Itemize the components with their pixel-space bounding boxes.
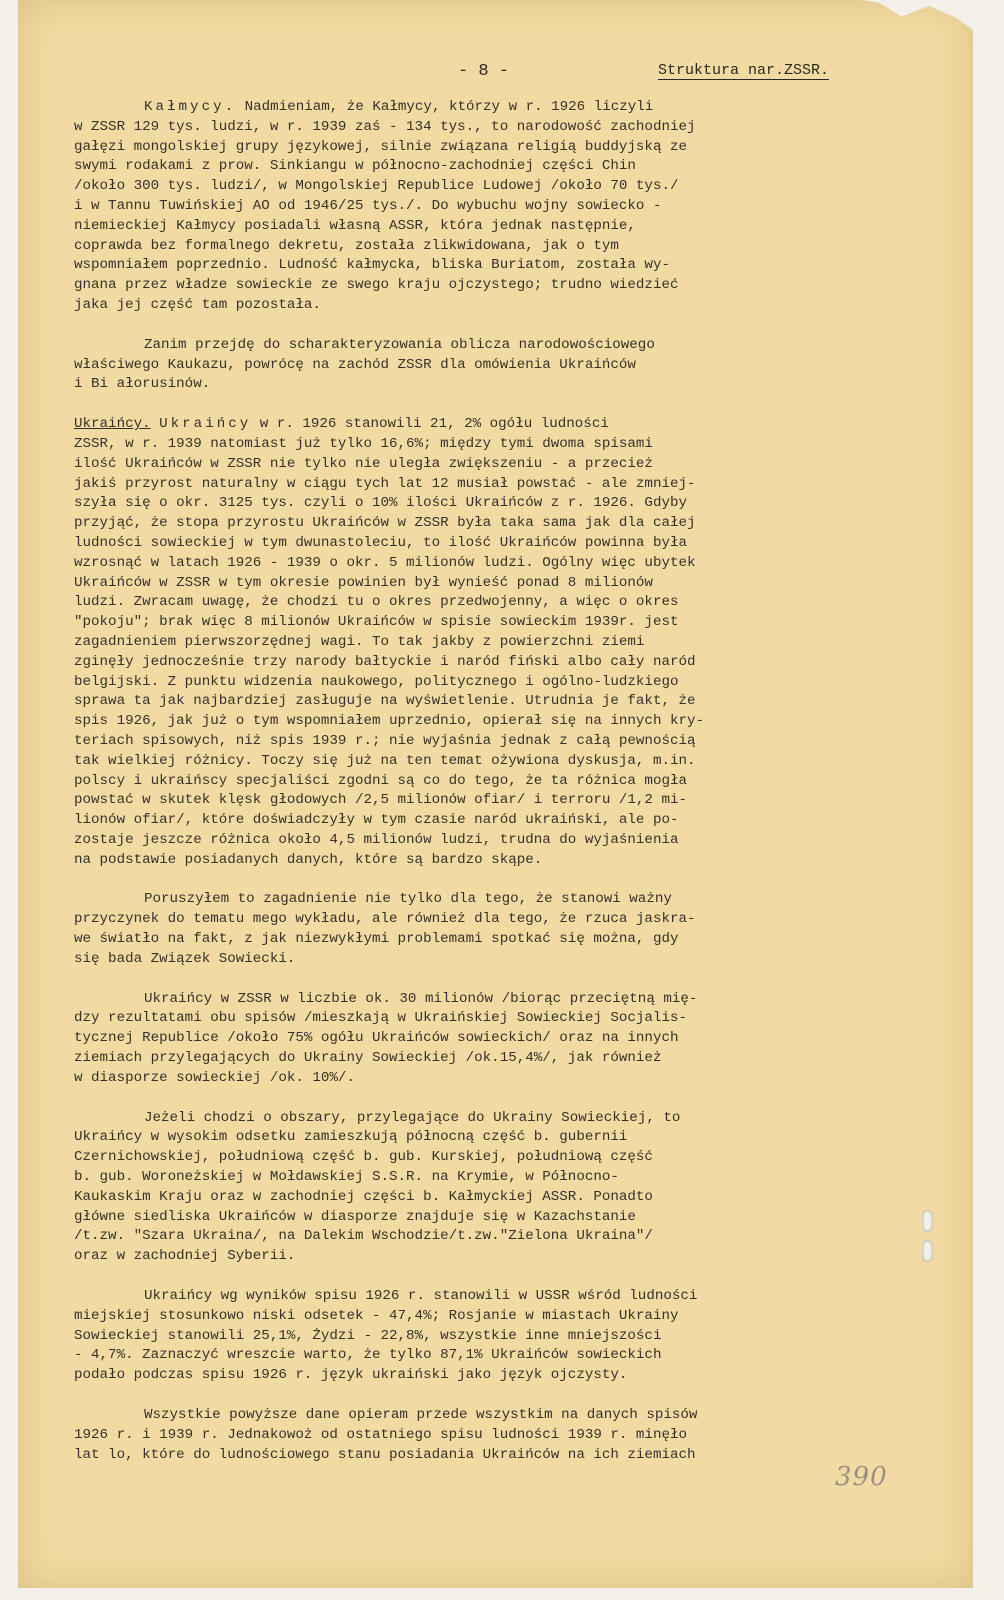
paragraph-liczba-ukraincow: [74, 990, 814, 1089]
paragraph-lead: Kałmycy.: [144, 99, 237, 115]
paragraph-poruszylem: [74, 890, 814, 969]
paragraph-obszary: [74, 1109, 814, 1267]
paragraph-transition: [74, 336, 814, 395]
document-body: [74, 98, 814, 1485]
binder-hole: [922, 1240, 933, 1262]
paragraph-kalmycy: [74, 98, 814, 316]
running-title: Struktura nar.ZSSR.: [658, 62, 830, 79]
paragraph-text: Nadmieniam, że Kałmycy, którzy w r. 1926 liczyli w ZSSR 129 tys. ludzi, w r. 1939 zaś - 134 tys., to narodowość zachodniej gałęzi mongolskiej grupy językowej, silnie związana religią buddyjską ze swymi rodakami z prow. Sinkiangu w północno-zachodniej części Chin /około 300 tys. ludzi/, w Mongolskiej Republice Ludowej /około 70 tys./ i w Tannu Tuwińskiej AO od 1946/25 tys./. Do wybuchu wojny sowiecko - niemieckiej Kałmycy posiadali własną ASSR, która jednak następnie, coprawda bez formalnego dekretu, została zlikwidowana, jak o tym wspomniałem poprzednio. Ludność kałmycka, bliska Buriatom, została wy- gnana przez władze sowieckie ze swego kraju ojczystego; trudno wiedzieć jaka jej część tam pozostała.: [74, 99, 696, 313]
paragraph-text: Wszystkie powyższe dane opieram przede wszystkim na danych spisów 1926 r. i 1939 r. Jednakowoż od ostatniego spisu ludności 1939 r. minęło lat lo, które do ludnościowego stanu posiadania Ukraińców na ich ziemiach: [74, 1407, 698, 1463]
paragraph-text: Ukraińcy w ZSSR w liczbie ok. 30 milionów /biorąc przeciętną mię- dzy rezultatami obu spisów /mieszkają w Ukraińskiej Sowieckiej Socjalis- tycznej Republice /około 75% ogółu Ukraińców sowieckich/ oraz na innych ziemiach przylegających do Ukrainy Sowieckiej /ok.15,4%/, jak również w diasporze sowieckiej /ok. 10%/.: [74, 990, 698, 1086]
paragraph-dane-spisow: [74, 1406, 814, 1465]
document-page: [18, 0, 973, 1588]
paragraph-ludnosc-miejska: [74, 1287, 814, 1386]
paragraph-text: w r. 1926 stanowili 21, 2% ogółu ludności ZSSR, w r. 1939 natomiast już tylko 16,6%; między tymi dwoma spisami ilość Ukraińców w ZSSR nie tylko nie uległa zwiększeniu - a przecież jakiś przyrost naturalny w ciągu tych lat 12 musiał powstać - ale zmniej- szyła się o okr. 3125 tys. czyli o 10% ilości Ukraińców z r. 1926. Gdyby przyjąć, że stopa przyrostu Ukraińców w ZSSR była taka sama jak dla całej ludności sowieckiej w tym dwunastoleciu, to ilość Ukraińców powinna była wzrosnąć w latach 1926 - 1939 o okr. 5 milionów ludzi. Ogólny więc ubytek Ukraińców w ZSSR w tym okresie powinien był wynieść ponad 8 milionów ludzi. Zwracam uwagę, że chodzi tu o okres przedwojenny, a więc o okres "pokoju"; brak więc 8 milionów Ukraińców w spisie sowieckim 1939r. jest zagadnieniem pierwszorzędnej wagi. To tak jakby z powierzchni ziemi zginęły jednocześnie trzy narody bałtyckie i naród fiński albo cały naród belgijski. Z punktu widzenia naukowego, politycznego i ogólno-ludzkiego sprawa ta jak najbardziej zasługuje na wyświetlenie. Utrudnia je fakt, że spis 1926, jak już o tym wspomniałem uprzednio, opierał się na innych kry- teriach spisowych, niż spis 1939 r.; nie wyjaśnia jednak z całą pewnością tak wielkiej różnicy. Toczy się już na ten temat ożywiona dyskusja, m.in. polscy i ukraińscy specjaliści zgodni są co do tego, że ta różnica mogła powstać w skutek klęsk głodowych /2,5 milionów ofiar/ i terroru /1,2 mi- lionów ofiar/, które doświadczyły w tym czasie naród ukraiński, ale po- zostaje jeszcze różnica około 4,5 milionów ludzi, trudna do wyjaśnienia na podstawie posiadanych danych, które są bardzo skąpe.: [74, 416, 705, 868]
page-header: [18, 62, 973, 86]
paragraph-text: Jeżeli chodzi o obszary, przylegające do Ukrainy Sowieckiej, to Ukraińcy w wysokim odsetku zamieszkują północną część b. gubernii Czernichowskiej, południową część b. gub. Kurskiej, południową część b. gub. Woroneżskiej w Mołdawskiej S.S.R. na Krymie, w Północno- Kaukaskim Kraju oraz w zachodniej części b. Kałmyckiej ASSR. Ponadto główne siedliska Ukraińców w diasporze znajduje się w Kazachstanie /t.zw. "Szara Ukraina/, na Dalekim Wschodzie/t.zw."Zielona Ukraina"/ oraz w zachodniej Syberii.: [74, 1109, 681, 1265]
handwritten-page-number: 390: [835, 1462, 888, 1492]
section-label: Ukraińcy.: [74, 416, 151, 433]
binder-hole: [922, 1210, 933, 1232]
paragraph-ukraincy: [74, 415, 814, 870]
torn-corner: [863, 0, 973, 30]
paragraph-text: Ukraińcy wg wyników spisu 1926 r. stanowili w USSR wśród ludności miejskiej stosunkowo niski odsetek - 47,4%; Rosjanie w miastach Ukrainy Sowieckiej stanowili 25,1%, Żydzi - 22,8%, wszystkie inne mniejszości - 4,7%. Zaznaczyć wreszcie warto, że tylko 87,1% Ukraińców sowieckich podało podczas spisu 1926 r. język ukraiński jako język ojczysty.: [74, 1288, 698, 1384]
paragraph-text: Poruszyłem to zagadnienie nie tylko dla tego, że stanowi ważny przyczynek do tematu mego wykładu, ale również dla tego, że rzuca jaskra- we światło na fakt, z jak niezwykłymi problemami spotkać się można, gdy się bada Związek Sowiecki.: [74, 891, 696, 967]
page-number: - 8 -: [458, 62, 510, 81]
paragraph-lead: Ukraińcy: [159, 416, 252, 433]
paragraph-text: Zanim przejdę do scharakteryzowania oblicza narodowościowego właściwego Kaukazu, powrócę na zachód ZSSR dla omówienia Ukraińców i Bi ałorusinów.: [74, 336, 655, 393]
